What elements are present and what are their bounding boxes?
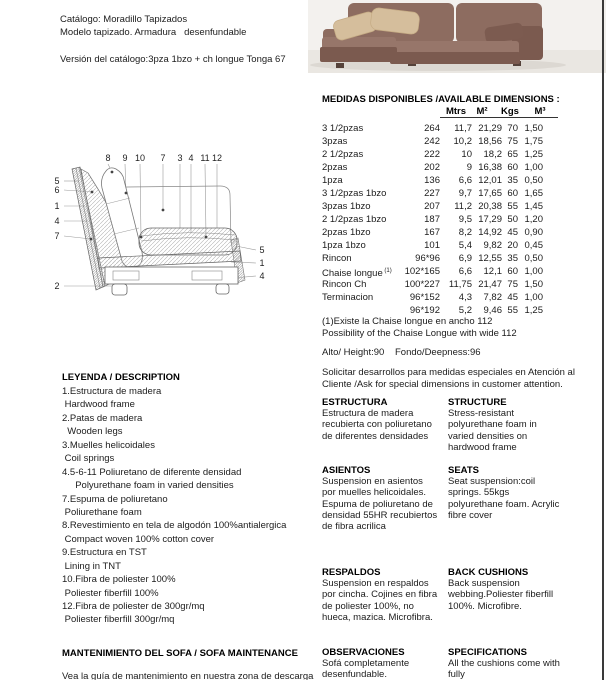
- legend-line: Poliester fiberfill 100%: [62, 587, 159, 599]
- diagram-callout: 4: [259, 271, 265, 281]
- section-title: SPECIFICATIONS: [448, 647, 527, 658]
- row-m3: 1,25: [524, 305, 543, 316]
- row-m2: 9,82: [483, 240, 502, 251]
- row-m3: 0,45: [524, 240, 543, 251]
- table-row: [322, 239, 572, 252]
- legend-line: Poliester fiberfill 300gr/mq: [62, 614, 175, 626]
- row-mtrs: 6,6: [458, 175, 472, 186]
- row-m3: 0,50: [524, 253, 543, 264]
- legend-list: [62, 385, 286, 627]
- row-name: Rincon Ch: [322, 279, 367, 290]
- row-mtrs: 9: [466, 162, 472, 173]
- row-kgs: 75: [507, 136, 518, 147]
- row-m3: 1,45: [524, 201, 543, 212]
- row-m3: 1,00: [524, 266, 543, 277]
- row-m3: 1,00: [524, 292, 543, 303]
- diagram-callout: 10: [134, 153, 146, 163]
- section-title: OBSERVACIONES: [322, 647, 405, 658]
- col-header-kgs: Kgs: [501, 106, 519, 117]
- table-row: [322, 174, 572, 187]
- section-title: ASIENTOS: [322, 465, 371, 476]
- dimensions-title: MEDIDAS DISPONIBLES /AVAILABLE DIMENSIONS :: [322, 94, 560, 105]
- legend-line: 12.Fibra de poliester de 300gr/mq: [62, 601, 205, 612]
- row-m2: 12,01: [478, 175, 502, 186]
- row-mtrs: 4,3: [458, 292, 472, 303]
- sofa-cross-section-diagram: [40, 140, 280, 310]
- maintenance-title: MANTENIMIENTO DEL SOFA / SOFA MAINTENANCE: [62, 648, 298, 659]
- legend-line: Wooden legs: [62, 426, 123, 438]
- section-title: STRUCTURE: [448, 397, 507, 408]
- section-body: Suspension en respaldos por cincha. Cojines en fibra de poliester 100%, no hueca, mazica. Microfibra.: [322, 578, 438, 623]
- diagram-callout: 12: [211, 153, 223, 163]
- table-row: [322, 148, 572, 161]
- row-size: 102*165: [404, 266, 440, 277]
- row-mtrs: 11,75: [448, 279, 472, 290]
- row-name: 1pza 1bzo: [322, 240, 366, 251]
- row-name: Terminacion: [322, 292, 374, 303]
- row-m2: 17,65: [478, 188, 502, 199]
- table-row: [322, 122, 572, 135]
- row-name: 2 1/2pzas 1bzo: [322, 214, 387, 225]
- section-body: Seat suspension:coil springs. 55kgs polyurethane foam. Acrylic fibre cover: [448, 476, 560, 521]
- section-body: Stress-resistant polyurethane foam in varied densities on hardwood frame: [448, 408, 537, 453]
- row-kgs: 60: [507, 266, 518, 277]
- legend-line: 8.Revestimiento en tela de algodón 100%antialergica: [62, 520, 287, 532]
- row-name: Rincon: [322, 253, 352, 264]
- row-kgs: 75: [507, 279, 518, 290]
- row-size: 202: [424, 162, 440, 173]
- section-asientos: [322, 465, 438, 532]
- row-size: 100*227: [404, 279, 440, 290]
- section-title: ESTRUCTURA: [322, 397, 388, 408]
- row-m3: 1,75: [524, 136, 543, 147]
- diagram-callout: 1: [54, 201, 60, 211]
- row-m2: 18,56: [478, 136, 502, 147]
- row-mtrs: 9,5: [458, 214, 472, 225]
- table-row: [322, 252, 572, 265]
- col-header-m2: M²: [476, 106, 488, 117]
- row-kgs: 55: [507, 305, 518, 316]
- row-name-footnote: (1): [382, 268, 392, 274]
- col-header-mtrs: Mtrs: [445, 106, 467, 117]
- diagram-callout: 4: [188, 153, 194, 163]
- model-line: Modelo tapizado. Armadura desenfundable: [60, 27, 247, 38]
- diagram-callout: 7: [160, 153, 166, 163]
- row-m3: 0,90: [524, 227, 543, 238]
- row-m2: 12,1: [483, 266, 502, 277]
- row-mtrs: 11,2: [454, 201, 472, 212]
- row-m3: 0,50: [524, 175, 543, 186]
- version-line: Versión del catálogo:3pza 1bzo + ch longue Tonga 67: [60, 54, 286, 65]
- legend-line: 1.Estructura de madera: [62, 386, 162, 397]
- section-back-cushions: [448, 567, 564, 612]
- diagram-callout: 6: [54, 185, 60, 195]
- legend-line: Coil springs: [62, 453, 115, 465]
- diagram-callout: 4: [54, 216, 60, 226]
- table-row: [322, 291, 572, 304]
- diagram-callout: 1: [259, 258, 265, 268]
- height-label: Alto/ Height:90: [322, 347, 385, 358]
- legend-line: Hardwood frame: [62, 399, 135, 411]
- row-mtrs: 6,9: [458, 253, 472, 264]
- section-body: Estructura de madera recubierta con poliuretano de diferentes densidades: [322, 408, 432, 442]
- row-m2: 17,29: [478, 214, 502, 225]
- row-m2: 21,47: [478, 279, 502, 290]
- legend-line: 3.Muelles helicoidales: [62, 439, 155, 451]
- row-m2: 14,92: [478, 227, 502, 238]
- section-body: Sofá completamente desenfundable.: [322, 658, 410, 680]
- row-size: 222: [424, 149, 440, 160]
- row-size: 167: [424, 227, 440, 238]
- section-observaciones: [322, 647, 438, 680]
- row-name: 3 1/2pzas 1bzo: [322, 188, 387, 199]
- section-respaldos: [322, 567, 438, 623]
- row-mtrs: 5,4: [458, 240, 472, 251]
- legend-line: 10.Fibra de poliester 100%: [62, 574, 176, 586]
- legend-title: LEYENDA / DESCRIPTION: [62, 372, 180, 383]
- diagram-callout: 9: [122, 153, 128, 163]
- section-specifications: [448, 647, 564, 680]
- row-size: 101: [424, 240, 440, 251]
- table-header-rule: [440, 117, 558, 118]
- page-edge-line: [602, 0, 604, 680]
- row-mtrs: 9,7: [458, 188, 472, 199]
- row-m2: 9,46: [483, 305, 502, 316]
- row-kgs: 35: [507, 253, 518, 264]
- row-m2: 7,82: [483, 292, 502, 303]
- section-body: Back suspension webbing.Poliester fiberfill 100%. Microfibre.: [448, 578, 554, 612]
- diagram-callout: 5: [259, 245, 265, 255]
- row-mtrs: 10,2: [453, 136, 472, 147]
- chaise-note-en: Possibility of the Chaise Longue with wide 112: [322, 328, 517, 339]
- legend-line: Polyurethane foam in varied densities: [62, 480, 234, 492]
- section-title: RESPALDOS: [322, 567, 381, 578]
- row-m3: 1,20: [524, 214, 543, 225]
- row-name: 3pzas: [322, 136, 348, 147]
- row-size: 136: [424, 175, 440, 186]
- row-m2: 21,29: [478, 123, 502, 134]
- row-mtrs: 8,2: [458, 227, 472, 238]
- col-header-m3: M³: [534, 106, 546, 117]
- row-mtrs: 11,7: [454, 123, 472, 134]
- section-estructura: [322, 397, 438, 442]
- legend-line: Lining in TNT: [62, 560, 121, 572]
- chaise-note-es: (1)Existe la Chaise longue en ancho 112: [322, 316, 493, 327]
- row-m3: 1,00: [524, 162, 543, 173]
- table-row: [322, 187, 572, 200]
- maintenance-body: Vea la guía de mantenimiento en nuestra zona de descarga: [62, 671, 314, 680]
- row-kgs: 65: [507, 149, 518, 160]
- legend-line: Poliurethane foam: [62, 506, 142, 518]
- special-dimensions-note-line1: Solicitar desarrollos para medidas especiales en Atención al: [322, 367, 575, 378]
- row-mtrs: 6,6: [458, 266, 472, 277]
- section-title: SEATS: [448, 465, 479, 476]
- row-m3: 1,50: [524, 123, 543, 134]
- diagram-callout: 5: [54, 176, 60, 186]
- row-size: 96*152: [409, 292, 440, 303]
- row-size: 264: [424, 123, 440, 134]
- row-kgs: 35: [507, 175, 518, 186]
- row-kgs: 70: [507, 123, 518, 134]
- dimensions-table-body: [322, 122, 572, 317]
- row-name: 2pzas: [322, 162, 348, 173]
- section-title: BACK CUSHIONS: [448, 567, 529, 578]
- row-m3: 1,65: [524, 188, 543, 199]
- row-kgs: 50: [507, 214, 518, 225]
- legend-line: Compact woven 100% cotton cover: [62, 533, 215, 545]
- row-m2: 18,2: [483, 149, 502, 160]
- legend-line: 4.5-6-11 Poliuretano de diferente densidad: [62, 466, 242, 478]
- row-size: 187: [424, 214, 440, 225]
- legend-line: 2.Patas de madera: [62, 412, 143, 424]
- catalog-line: Catálogo: Moradillo Tapizados: [60, 14, 188, 25]
- diagram-callout: 2: [54, 281, 60, 291]
- special-dimensions-note-line2: Cliente /Ask for special dimensions in customer attention.: [322, 379, 563, 390]
- row-m3: 1,25: [524, 149, 543, 160]
- section-structure: [448, 397, 564, 453]
- diagram-callout: 11: [200, 153, 210, 163]
- row-size: 242: [424, 136, 440, 147]
- row-mtrs: 10: [461, 149, 472, 160]
- sofa-photo: [308, 0, 606, 73]
- diagram-callout: 8: [105, 153, 111, 163]
- row-kgs: 55: [507, 201, 518, 212]
- row-kgs: 60: [507, 162, 518, 173]
- row-name: Chaise longue $^{(1)}$: [322, 268, 392, 279]
- row-name: 3 1/2pzas: [322, 123, 364, 134]
- table-row: [322, 226, 572, 239]
- row-mtrs: 5,2: [458, 305, 472, 316]
- row-kgs: 45: [507, 227, 518, 238]
- row-size: 96*192: [409, 305, 440, 316]
- row-m2: 16,38: [478, 162, 502, 173]
- row-m3: 1,50: [524, 279, 543, 290]
- table-row: [322, 278, 572, 291]
- depth-label: Fondo/Deepness:96: [395, 347, 481, 358]
- diagram-callout: 7: [54, 231, 60, 241]
- legend-line: 7.Espuma de poliuretano: [62, 493, 168, 505]
- table-row: [322, 265, 572, 278]
- row-size: 96*96: [415, 253, 440, 264]
- legend-line: 9.Estructura en TST: [62, 547, 147, 559]
- row-m2: 20,38: [478, 201, 502, 212]
- table-row: [322, 161, 572, 174]
- diagram-callout: 3: [177, 153, 183, 163]
- row-m2: 12,55: [478, 253, 502, 264]
- row-kgs: 60: [507, 188, 518, 199]
- row-name: 2 1/2pzas: [322, 149, 364, 160]
- row-name: 2pzas 1bzo: [322, 227, 371, 238]
- row-size: 207: [424, 201, 440, 212]
- section-body: Suspension en asientos por muelles helicoidales. Espuma de poliuretano de densidad 55HR recubiertos de fibra acrilica: [322, 476, 438, 533]
- table-row: [322, 200, 572, 213]
- table-row: [322, 213, 572, 226]
- row-kgs: 20: [507, 240, 518, 251]
- section-body: All the cushions come with fully: [448, 658, 560, 680]
- row-size: 227: [424, 188, 440, 199]
- row-name: 3pzas 1bzo: [322, 201, 371, 212]
- table-row: [322, 135, 572, 148]
- row-name: 1pza: [322, 175, 343, 186]
- section-seats: [448, 465, 564, 521]
- row-kgs: 45: [507, 292, 518, 303]
